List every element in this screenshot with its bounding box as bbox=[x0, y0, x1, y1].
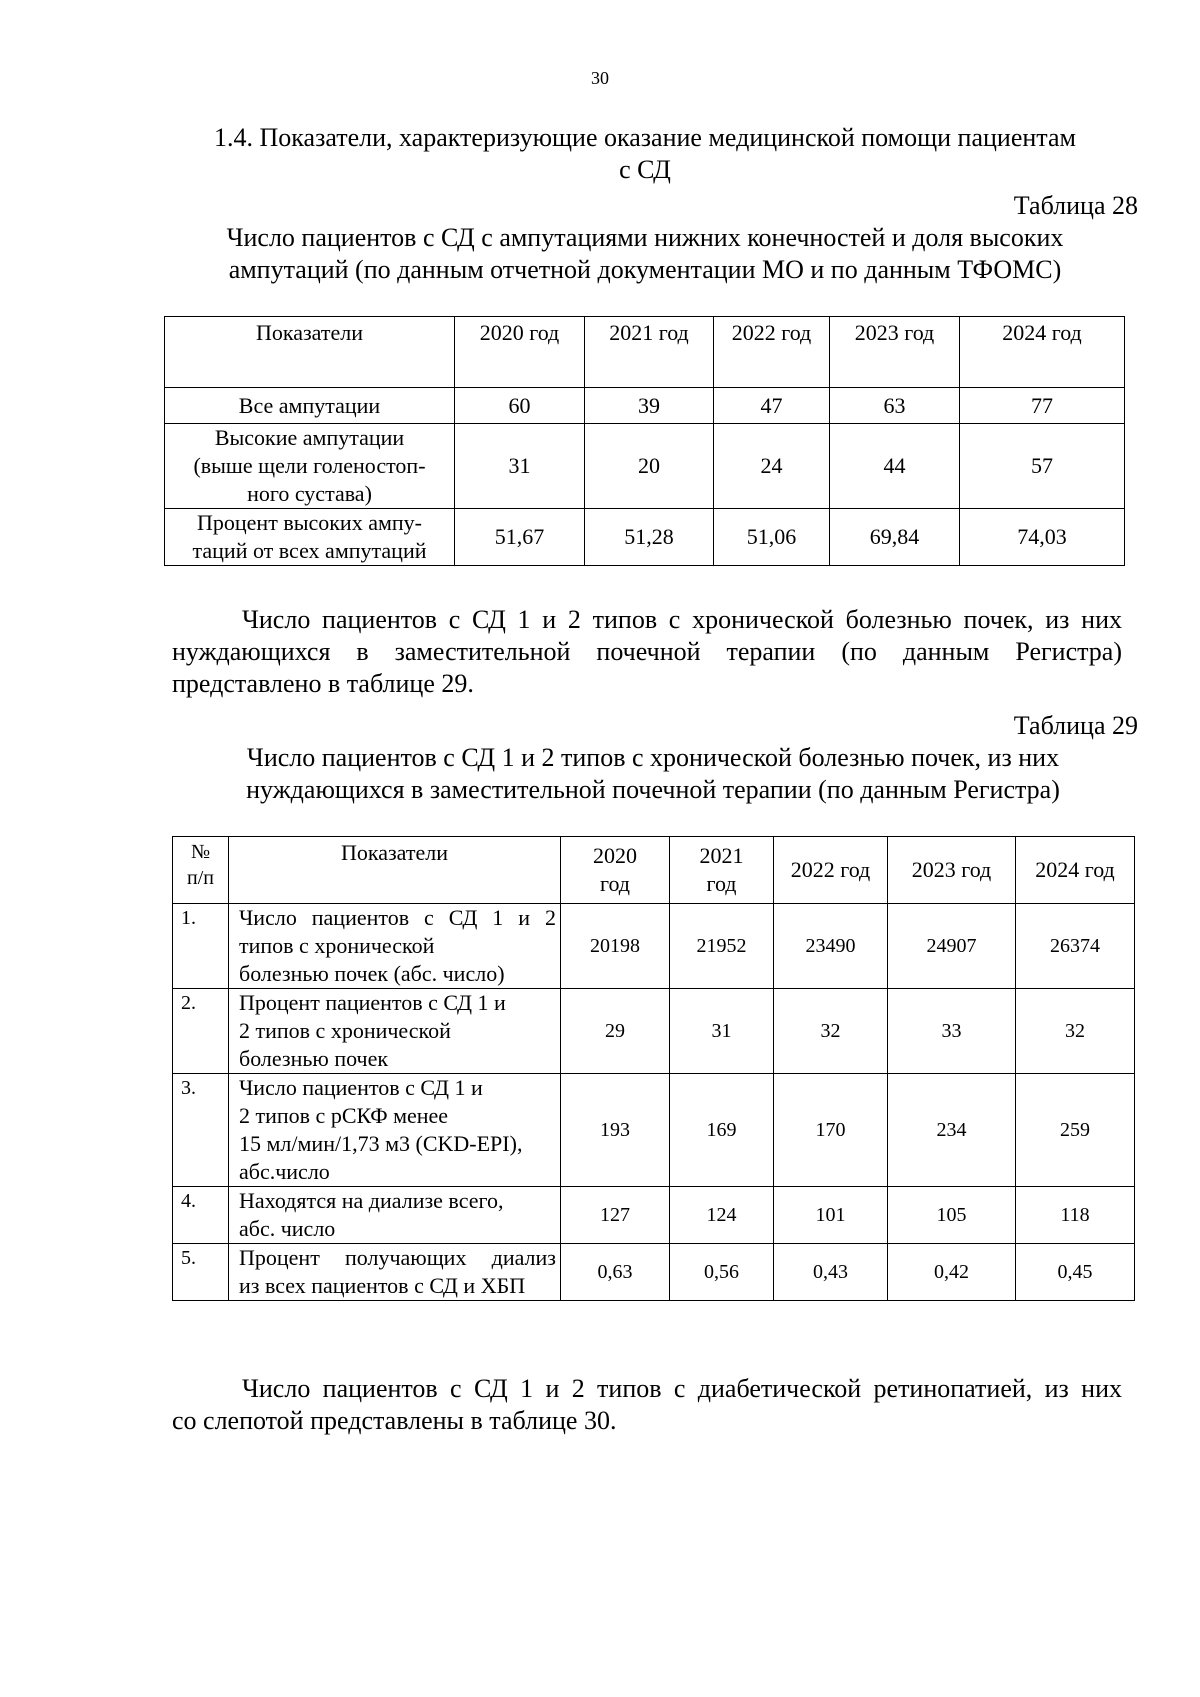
cell-value: 60 bbox=[455, 388, 585, 424]
table-28-number: Таблица 28 bbox=[1013, 191, 1138, 220]
cell-value: 0,63 bbox=[561, 1244, 670, 1301]
cell-value: 31 bbox=[670, 989, 774, 1074]
cell-value: 32 bbox=[1016, 989, 1135, 1074]
cell-value: 77 bbox=[960, 388, 1125, 424]
column-header: Показатели bbox=[165, 317, 455, 388]
cell-value: 63 bbox=[830, 388, 960, 424]
cell-value: 0,43 bbox=[774, 1244, 888, 1301]
cell-value: 105 bbox=[888, 1187, 1016, 1244]
column-header: 2021 год bbox=[585, 317, 714, 388]
cell-value: 24907 bbox=[888, 904, 1016, 989]
column-header: 2024 год bbox=[1016, 837, 1135, 904]
table-row bbox=[165, 509, 1125, 566]
row-number: 2. bbox=[173, 989, 229, 1074]
column-header: 2021 год bbox=[670, 837, 774, 904]
cell-value: 101 bbox=[774, 1187, 888, 1244]
row-label: Число пациентов с СД 1 и 2 типов с рСКФ менее 15 мл/мин/1,73 м3 (CKD-EPI), абс.число bbox=[229, 1074, 561, 1187]
row-number: 5. bbox=[173, 1244, 229, 1301]
column-header: 2023 год bbox=[888, 837, 1016, 904]
cell-value: 23490 bbox=[774, 904, 888, 989]
cell-value: 234 bbox=[888, 1074, 1016, 1187]
column-header: 2024 год bbox=[960, 317, 1125, 388]
cell-value: 170 bbox=[774, 1074, 888, 1187]
cell-value: 51,67 bbox=[455, 509, 585, 566]
cell-value: 33 bbox=[888, 989, 1016, 1074]
row-label: Процент высоких ампу- таций от всех ампутаций bbox=[165, 509, 455, 566]
column-header: 2020 год bbox=[455, 317, 585, 388]
cell-value: 51,28 bbox=[585, 509, 714, 566]
row-number: 4. bbox=[173, 1187, 229, 1244]
row-number: 1. bbox=[173, 904, 229, 989]
table-row bbox=[173, 904, 1135, 989]
cell-value: 26374 bbox=[1016, 904, 1135, 989]
column-header: 2023 год bbox=[830, 317, 960, 388]
row-label: Находятся на диализе всего, абс. число bbox=[229, 1187, 561, 1244]
paragraph-table-29-intro: Число пациентов с СД 1 и 2 типов с хронической болезнью почек, из них нуждающихся в заместительной почечной терапии (по данным Регистра) представлено в таблице 29. bbox=[172, 605, 1122, 698]
cell-value: 20 bbox=[585, 424, 714, 509]
cell-value: 24 bbox=[714, 424, 830, 509]
table-28-caption: Число пациентов с СД с ампутациями нижних конечностей и доля высоких ампутаций (по данным отчетной документации МО и по данным ТФОМС) bbox=[226, 223, 1064, 284]
row-number: 3. bbox=[173, 1074, 229, 1187]
row-label: Высокие ампутации (выше щели голеностоп- ного сустава) bbox=[165, 424, 455, 509]
column-header: Показатели bbox=[229, 837, 561, 904]
column-header: № п/п bbox=[173, 837, 229, 904]
cell-value: 118 bbox=[1016, 1187, 1135, 1244]
cell-value: 0,45 bbox=[1016, 1244, 1135, 1301]
column-header: 2022 год bbox=[774, 837, 888, 904]
table-29-caption: Число пациентов с СД 1 и 2 типов с хронической болезнью почек, из них нуждающихся в заместительной почечной терапии (по данным Регистра) bbox=[246, 743, 1060, 804]
cell-value: 0,56 bbox=[670, 1244, 774, 1301]
table-header-row bbox=[173, 837, 1135, 904]
cell-value: 51,06 bbox=[714, 509, 830, 566]
table-28 bbox=[164, 316, 1125, 566]
row-label: Процент получающих диализ из всех пациентов с СД и ХБП bbox=[229, 1244, 561, 1301]
table-row bbox=[173, 1244, 1135, 1301]
cell-value: 57 bbox=[960, 424, 1125, 509]
cell-value: 193 bbox=[561, 1074, 670, 1187]
paragraph-table-30-intro: Число пациентов с СД 1 и 2 типов с диабетической ретинопатией, из них со слепотой представлены в таблице 30. bbox=[172, 1374, 1122, 1435]
section-heading: 1.4. Показатели, характеризующие оказание медицинской помощи пациентам с СД bbox=[214, 123, 1076, 184]
cell-value: 32 bbox=[774, 989, 888, 1074]
cell-value: 29 bbox=[561, 989, 670, 1074]
row-label: Процент пациентов с СД 1 и 2 типов с хронической болезнью почек bbox=[229, 989, 561, 1074]
cell-value: 69,84 bbox=[830, 509, 960, 566]
cell-value: 21952 bbox=[670, 904, 774, 989]
table-row bbox=[165, 388, 1125, 424]
cell-value: 0,42 bbox=[888, 1244, 1016, 1301]
table-row bbox=[173, 989, 1135, 1074]
cell-value: 39 bbox=[585, 388, 714, 424]
row-label: Все ампутации bbox=[165, 388, 455, 424]
cell-value: 74,03 bbox=[960, 509, 1125, 566]
cell-value: 259 bbox=[1016, 1074, 1135, 1187]
table-header-row bbox=[165, 317, 1125, 388]
cell-value: 31 bbox=[455, 424, 585, 509]
column-header: 2020 год bbox=[561, 837, 670, 904]
cell-value: 20198 bbox=[561, 904, 670, 989]
table-29 bbox=[172, 836, 1135, 1301]
table-29-number: Таблица 29 bbox=[1013, 711, 1138, 740]
table-row bbox=[165, 424, 1125, 509]
table-row bbox=[173, 1074, 1135, 1187]
cell-value: 44 bbox=[830, 424, 960, 509]
cell-value: 169 bbox=[670, 1074, 774, 1187]
cell-value: 127 bbox=[561, 1187, 670, 1244]
page-number: 30 bbox=[591, 68, 609, 88]
cell-value: 124 bbox=[670, 1187, 774, 1244]
table-row bbox=[173, 1187, 1135, 1244]
column-header: 2022 год bbox=[714, 317, 830, 388]
row-label: Число пациентов с СД 1 и 2 типов с хронической болезнью почек (абс. число) bbox=[229, 904, 561, 989]
cell-value: 47 bbox=[714, 388, 830, 424]
